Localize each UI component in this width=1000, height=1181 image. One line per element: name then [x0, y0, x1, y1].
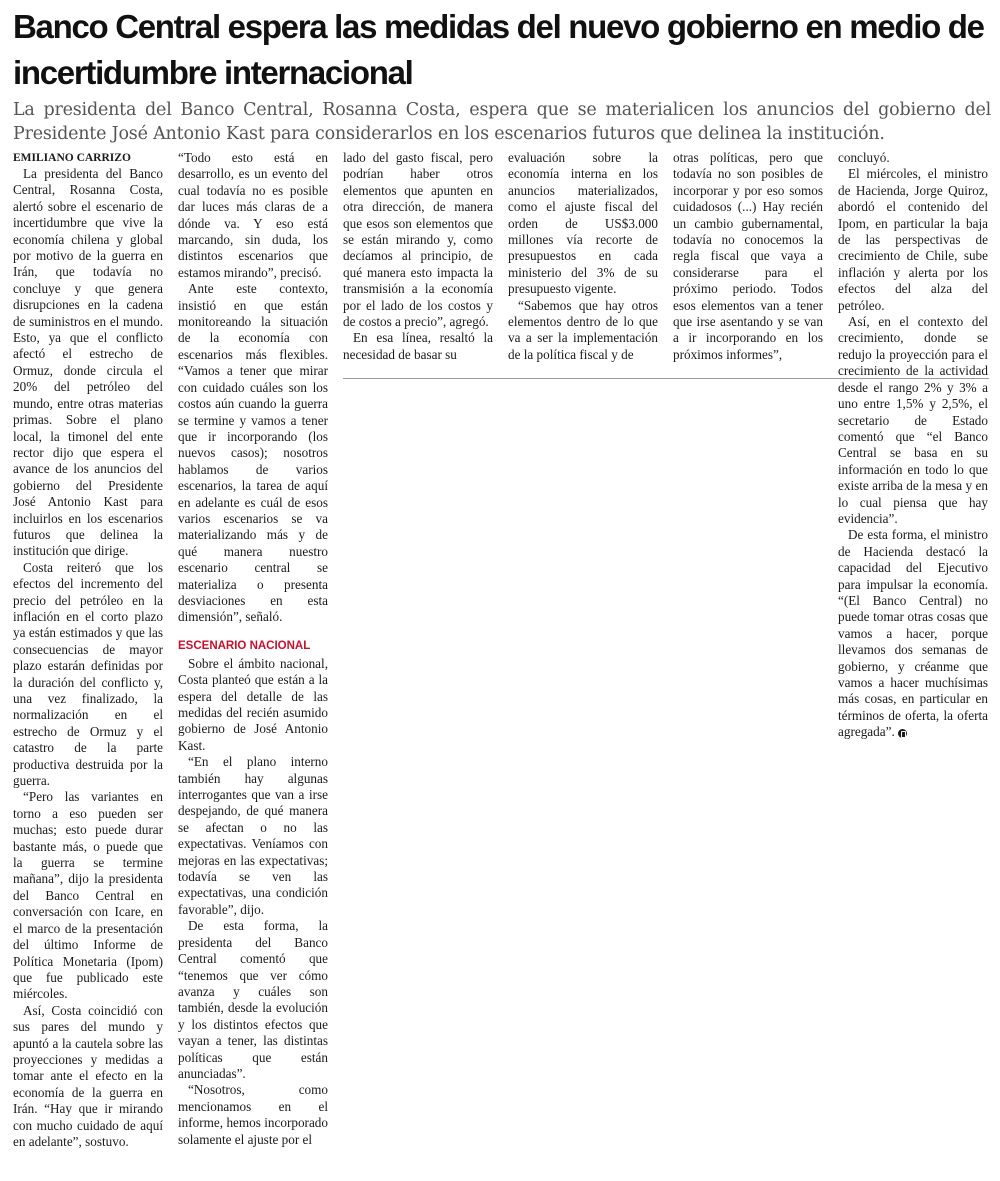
article-paragraph-continued: “Todo esto está en desarrollo, es un evento del cual todavía no es posible dar luces más claras de a dónde va. Y eso está marcando, sin duda, los distintos escenarios que estamos mirando”, precisó.	[178, 150, 328, 280]
column-6	[838, 150, 988, 741]
article-paragraph-continued: otras políticas, pero que todavía no son posibles de incorporar y por eso somos cuidadosos (...) Hay recién un cambio gubernamental, todavía no conocemos la regla fiscal que vaya a considerarse para el próximo periodo. Todos esos elementos van a tener que irse asentando y se van a ir incorporando en los próximos informes”,	[673, 150, 823, 362]
article-paragraph: Así, Costa coincidió con sus pares del mundo y apuntó a la cautela sobre las proyecciones y medidas a tomar ante el efecto en la economía de la guerra en Irán. “Hay que ir mirando con mucho cuidado de aquí en adelante”, sostuvo.	[13, 1002, 163, 1149]
article-paragraph: Costa reiteró que los efectos del incremento del precio del petróleo en la inflación en el corto plazo ya están estimados y que las consecuencias de mayor plazo estarán definidas por la duración del conflicto y, una vez finalizado, la normalización en el estrecho de Ormuz y el catastro de la parte productiva destruida por la guerra.	[13, 559, 163, 789]
article-paragraph: Así, en el contexto del crecimiento, donde se redujo la proyección para el crecimiento de la actividad desde el rango 2% y 3% a uno entre 1,5% y 2,5%, el secretario de Estado comentó que “el Banco Central se basa en su información en todo lo que existe arriba de la mesa y en lo cual piensa que hay evidencia”.	[838, 314, 988, 526]
article-paragraph: El miércoles, el ministro de Hacienda, Jorge Quiroz, abordó el contenido del Ipom, en particular la baja de las perspectivas de crecimiento de Chile, sube inflación y alerta por los efectos del alza del petróleo.	[838, 166, 988, 313]
byline: EMILIANO CARRIZO	[13, 152, 131, 164]
section-subhead: ESCENARIO NACIONAL	[178, 639, 311, 652]
article-paragraph: “Sabemos que hay otros elementos dentro de lo que va a ser la implementación de la política fiscal y de	[508, 297, 658, 362]
article-paragraph: De esta forma, el ministro de Hacienda destacó la capacidad del Ejecutivo para impulsar la economía. “(El Banco Central) no puede tomar otras cosas que vamos a hacer, porque llevamos dos semanas de gobierno, y créanme que vamos a hacer muchísimas más cosas, en particular en términos de oferta, la oferta agregada”.	[838, 527, 988, 740]
article-paragraph: “En el plano interno también hay algunas interrogantes que van a irse despejando, de qué manera se afectan o no las expectativas. Veníamos con mejoras en las expectativas; todavía se ven las expectativas, una condición favorable”, dijo.	[178, 754, 328, 917]
article-paragraph-continued: concluyó.	[838, 150, 890, 165]
end-of-article-icon	[898, 729, 907, 738]
article-paragraph: De esta forma, la presidenta del Banco Central comentó que “tenemos que ver cómo avanza y cuáles son también, desde la evolución y los distintos efectos que vayan a tener, las distintas políticas que están anunciadas”.	[178, 918, 328, 1081]
column-3	[343, 150, 493, 363]
column-rule	[343, 378, 989, 379]
column-1	[13, 166, 163, 1150]
article-paragraph: Ante este contexto, insistió en que están monitoreando la situación de la economía con escenarios más flexibles. “Vamos a tener que mirar con cuidado cuáles son los costos aún cuando la guerra se termine y vamos a tener que ir incorporando (los nuevos casos); nosotros hablamos de varios escenarios, la tarea de aquí en adelante es cuál de esos varios escenarios se va materializando más y de qué manera nuestro escenario central se materializa o presenta desviaciones en esta dimensión”, señaló.	[178, 281, 328, 625]
column-5	[673, 150, 823, 363]
column-2	[178, 150, 328, 1148]
column-4	[508, 150, 658, 363]
article-paragraph: Sobre el ámbito nacional, Costa planteó que están a la espera del detalle de las medidas del recién asumido gobierno de José Antonio Kast.	[178, 655, 328, 753]
article-paragraph: La presidenta del Banco Central, Rosanna Costa, alertó sobre el escenario de incertidumbre que vive la economía chilena y global por motivo de la guerra en Irán, que todavía no concluye y que genera disrupciones en la cadena de suministros en el mundo. Esto, ya que el conflicto afectó el estrecho de Ormuz, donde circula el 20% del petróleo del mundo, entre otras materias primas. Sobre el plano local, la timonel del ente rector dijo que espera el avance de los anuncios del gobierno del Presidente José Antonio Kast para incluirlos en los escenarios futuros que delinea la institución que dirige.	[13, 166, 163, 559]
article-paragraph-continued: lado del gasto fiscal, pero podrían haber otros elementos que apunten en otra dirección, de manera que esos son elementos que se están mirando y, como decíamos al principio, de qué manera esto impacta la transmisión a la economía por el lado de los costos y de costos a precio”, agregó.	[343, 150, 493, 330]
article-paragraph-continued: evaluación sobre la economía interna en los anuncios materializados, como el ajuste fiscal del orden de US$3.000 millones vía recorte de presupuestos en cada ministerio del 3% de su presupuesto vigente.	[508, 150, 658, 297]
article-paragraph: En esa línea, resaltó la necesidad de basar su	[343, 330, 493, 362]
deck: La presidenta del Banco Central, Rosanna Costa, espera que se materialicen los anuncios del gobierno del Presidente José Antonio Kast para considerarlos en los escenarios futuros que delinea la institución.	[13, 100, 991, 144]
article-paragraph: “Pero las variantes en torno a eso pueden ser muchas; esto puede durar bastante más, o puede que la guerra se termine mañana”, dijo la presidenta del Banco Central en conversación con Icare, en el marco de la presentación del último Informe de Política Monetaria (Ipom) que fue publicado este miércoles.	[13, 789, 163, 1002]
article-paragraph: “Nosotros, como mencionamos en el informe, hemos incorporado solamente el ajuste por el	[178, 1082, 328, 1147]
headline: Banco Central espera las medidas del nuevo gobierno en medio de incertidumbre internacional	[13, 8, 984, 91]
